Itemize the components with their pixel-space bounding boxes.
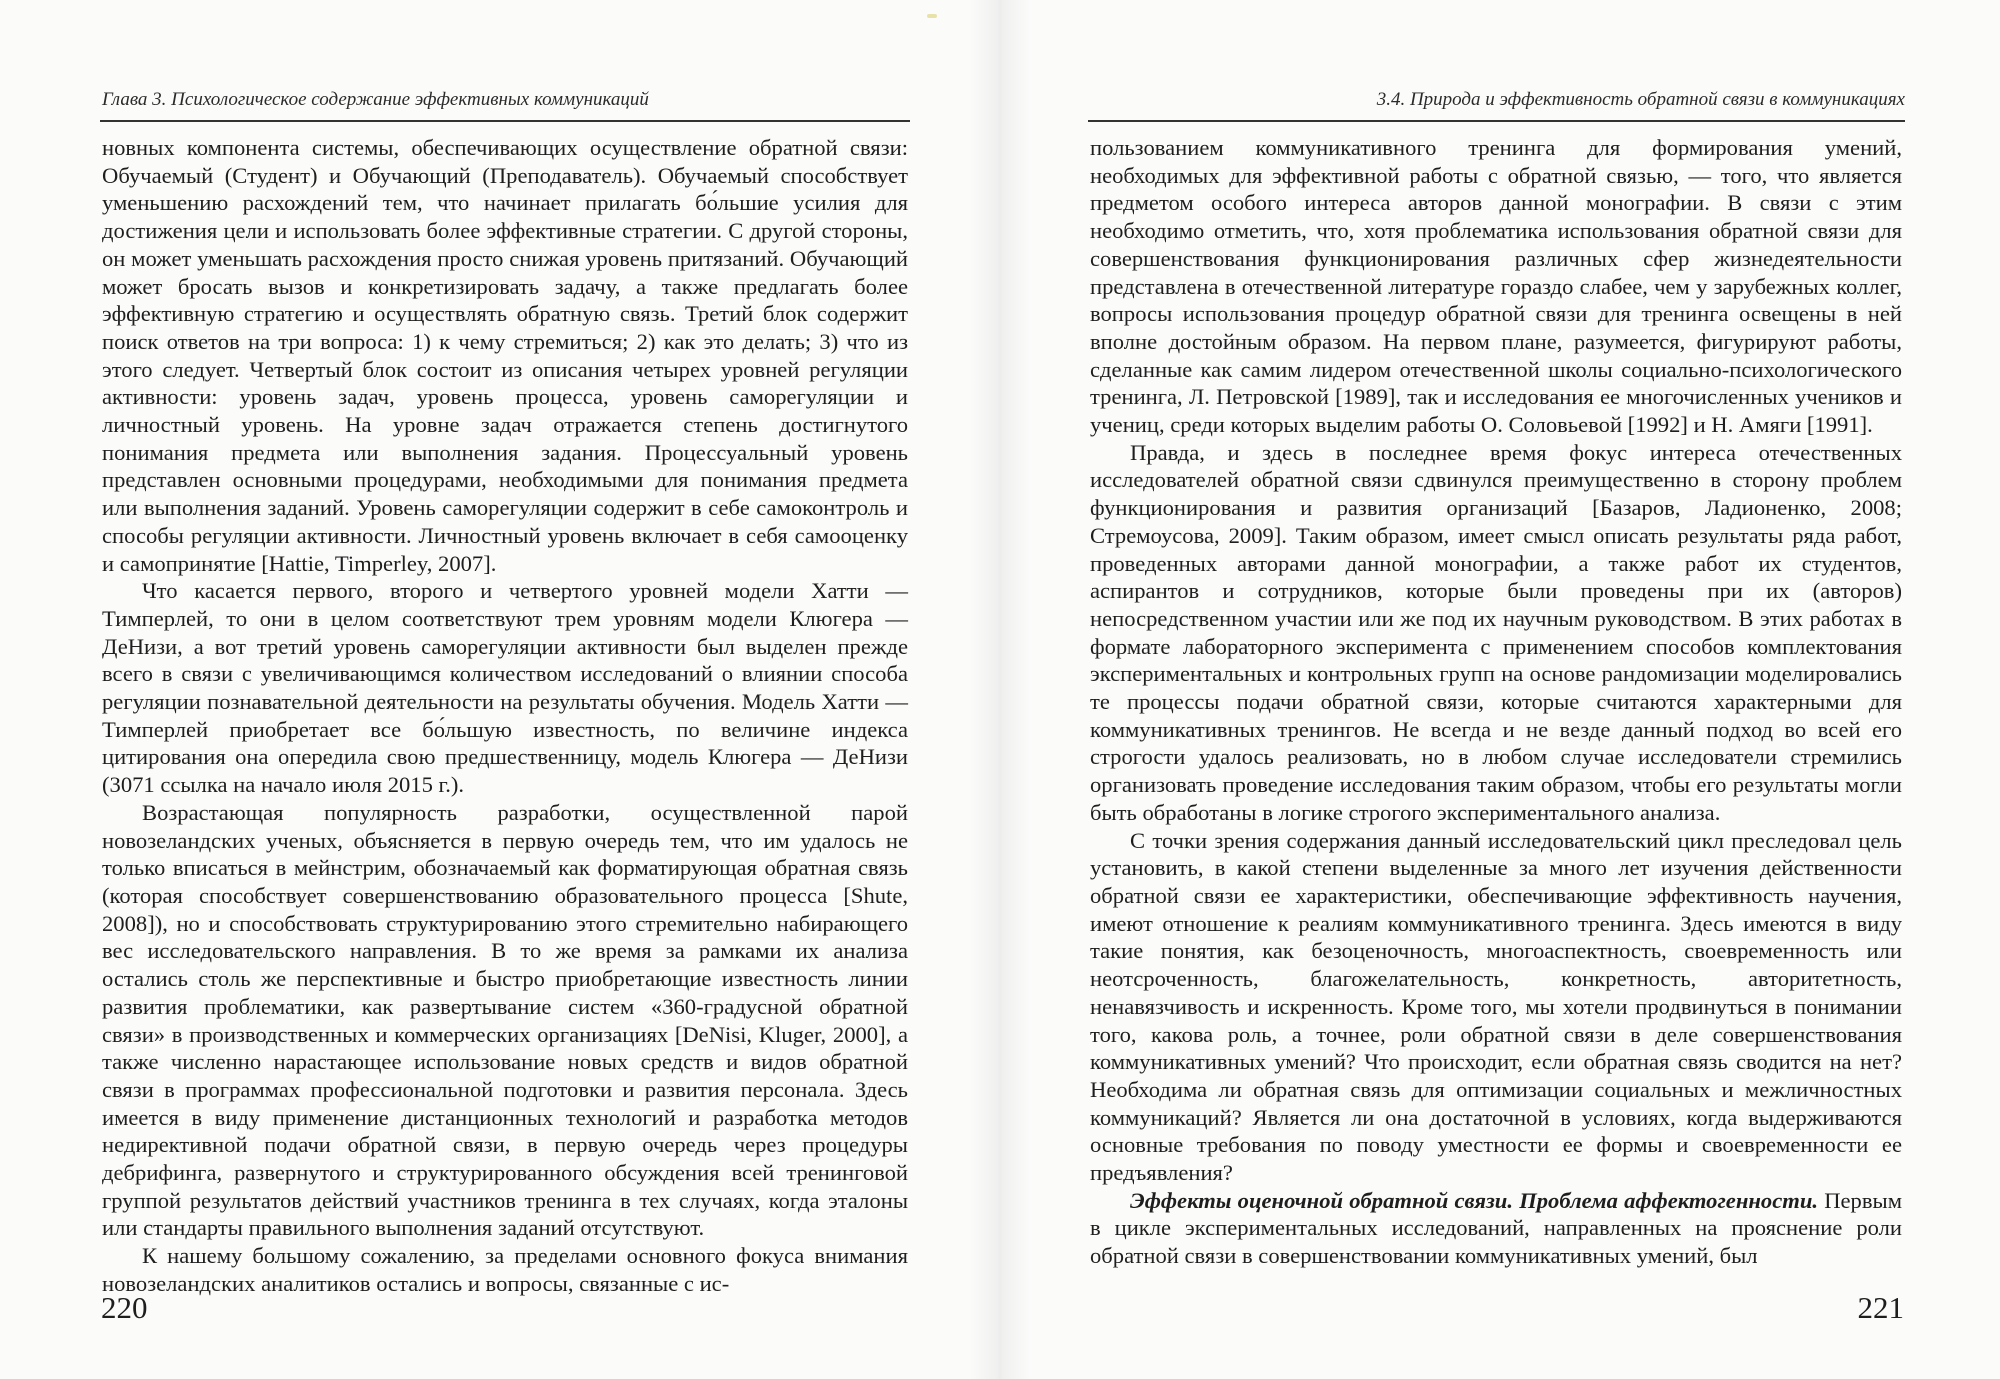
right-page-body [1090,134,1902,1270]
right-running-head: 3.4. Природа и эффективность обратной связи в коммуникациях [1376,89,1905,110]
right-header-rule [1088,120,1905,122]
right-paragraph-3: С точки зрения содержания данный исследовательский цикл преследовал цель установить, в какой степени выделенные за много лет изучения действенности обратной связи ее характеристики, обеспечивающие эффективность научения, имеют отношение к реалиям коммуникативного тренинга. Здесь имеются в виду такие понятия, как безоценочность, многоаспектность, своевременность или неотсроченность, благожелательность, конкретность, авторитетность, ненавязчивость и искренность. Кроме того, мы хотели продвинуться в понимании того, какова роль, а точнее, роли обратной связи в деле совершенствования коммуникативных умений? Что происходит, если обратная связь сводится на нет? Необходима ли обратная связь для оптимизации социальных и межличностных коммуникаций? Является ли она достаточной в условиях, когда выдерживаются основные требования по поводу уместности ее формы и своевременности ее предъявления? [1090,827,1902,1186]
right-page [1000,0,2000,1379]
left-paragraph-4: К нашему большому сожалению, за пределами основного фокуса внимания новозеландских аналитиков остались и вопросы, связанные с ис- [102,1243,908,1296]
right-paragraph-4 [1090,1187,1902,1270]
left-paragraph-3: Возрастающая популярность разработки, осуществленной парой новозеландских ученых, объясняется в первую очередь тем, что им удалось не только вписаться в мейнстрим, обозначаемый как форматирующая обратная связь (которая способствует совершенствованию образовательного процесса [Shute, 2008]), но и способствовать структурированию этого стремительно набирающего вес исследовательского направления. В то же время за рамками их анализа остались столь же перспективные и быстро приобретающие известность линии развития проблематики, как развертывание систем «360-градусной обратной связи» в производственных и коммерческих организациях [DeNisi, Kluger, 2000], а также численно нарастающее использование новых средств и видов обратной связи в программах профессиональной подготовки и развития персонала. Здесь имеется в виду применение дистанционных технологий и разработка методов недирективной подачи обратной связи, в первую очередь через процедуры дебрифинга, развернутого и структурированного обсуждения всей тренинговой группой результатов действий участников тренинга в тех случаях, когда эталоны или стандарты правильного выполнения заданий отсутствуют. [102,799,908,1241]
left-paragraph-1: новных компонента системы, обеспечивающих осуществление обратной связи: Обучаемый (Студент) и Обучающий (Преподаватель). Обучаемый способствует уменьшению расхождений тем, что начинает прилагать бо́льшие усилия для достижения цели и использовать более эффективные стратегии. С другой стороны, он может уменьшать расхождения просто снижая уровень притязаний. Обучающий может бросать вызов и конкретизировать задачу, а также предлагать более эффективную стратегию и осуществлять обратную связь. Третий блок содержит поиск ответов на три вопроса: 1) к чему стремиться; 2) как это делать; 3) что из этого следует. Четвертый блок состоит из описания четырех уровней регуляции активности: уровень задач, уровень процесса, уровень саморегуляции и личностный уровень. На уровне задач отражается степень достигнутого понимания предмета или выполнения задания. Процессуальный уровень представлен основными процедурами, необходимыми для понимания предмета или выполнения заданий. Уровень саморегуляции содержит в себе самоконтроль и способы регуляции активности. Личностный уровень включает в себя самооценку и самопринятие [Hattie, Timperley, 2007]. [102,135,908,576]
right-paragraph-1: пользованием коммуникативного тренинга для формирования умений, необходимых для эффективной работы с обратной связью, — того, что является предметом особого интереса авторов данной монографии. В связи с этим необходимо отметить, что, хотя проблематика использования обратной связи для совершенствования функционирования различных сфер жизнедеятельности представлена в отечественной литературе гораздо слабее, чем у зарубежных коллег, вопросы использования процедур обратной связи для тренинга освещены в ней вполне достойным образом. На первом плане, разумеется, фигурируют работы, сделанные как самим лидером отечественной школы социально-психологического тренинга, Л. Петровской [1989], так и исследования ее многочисленных учеников и учениц, среди которых выделим работы О. Соловьевой [1992] и Н. Амяги [1991]. [1090,135,1902,438]
right-paragraph-2: Правда, и здесь в последнее время фокус интереса отечественных исследователей обратной связи сдвинулся преимущественно в сторону проблем функционирования и развития организаций [Базаров, Ладионенко, 2008; Стремоусова, 2009]. Таким образом, имеет смысл описать результаты ряда работ, проведенных авторами данной монографии, а также работ их студентов, аспирантов и сотрудников, которые были проведены при их (авторов) непосредственном участии или же под их научным руководством. В этих работах в формате лабораторного эксперимента с применением способов комплектования экспериментальных и контрольных групп на основе рандомизации моделировались те процессы подачи обратной связи, которые считаются характерными для коммуникативных тренингов. Не всегда и не везде данный подход во всей его строгости удалось реализовать, но в любом случае исследователи стремились организовать проведение исследования таким образом, чтобы его результаты могли быть обработаны в логике строгого экспериментального анализа. [1090,439,1902,825]
left-page-number: 220 [101,1290,148,1325]
left-running-head: Глава 3. Психологическое содержание эффективных коммуникаций [102,89,649,110]
section-run-in-heading: Эффекты оценочной обратной связи. Проблема аффектогенности. [1130,1187,1819,1213]
left-page-body [102,134,908,1298]
left-paragraph-2: Что касается первого, второго и четвертого уровней модели Хатти — Тимперлей, то они в целом соответствуют трем уровням модели Клюгера — ДеНизи, а вот третий уровень саморегуляции активности был выделен прежде всего в связи с увеличивающимся количеством исследований о влиянии способа регуляции познавательной деятельности на результаты обучения. Модель Хатти — Тимперлей приобретает все бо́льшую известность, по величине индекса цитирования она опередила свою предшественницу, модель Клюгера — ДеНизи (3071 ссылка на начало июля 2015 г.). [102,578,908,798]
left-header-rule [100,120,910,122]
right-page-number: 221 [1857,1290,1904,1325]
right-paragraph-4-text: Первым в цикле экспериментальных исследований, направленных на прояснение роли обратной связи в совершенствовании коммуникативных умений, был [1090,1187,1902,1269]
